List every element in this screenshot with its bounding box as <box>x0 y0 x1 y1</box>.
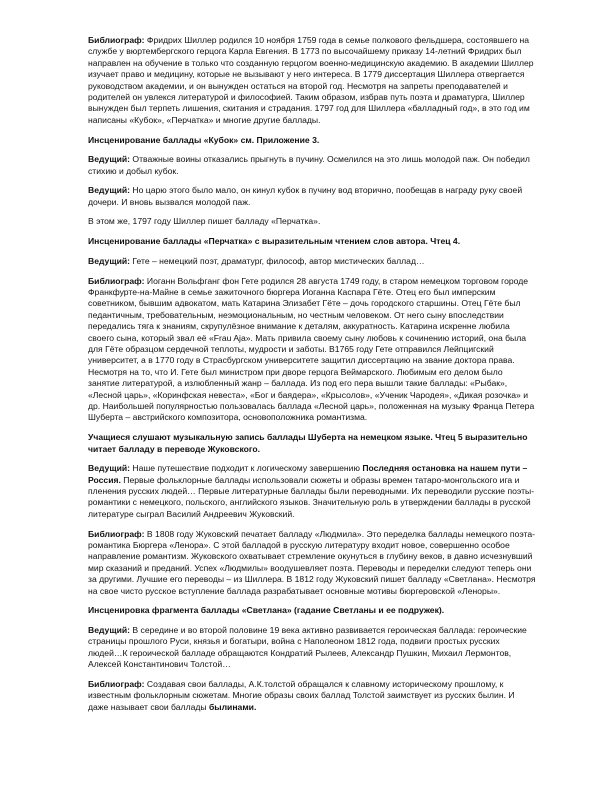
paragraph-text: Создавая свои баллады, А.К.толстой обращался к славному историческому прошлому, к известным фольклорным сюжетам. Многие образы своих баллад Толстой заимствует из русских былин. И даже называет свои баллады <box>88 678 515 712</box>
emphasis-text: Последняя остановка на нашем пути – Россия. <box>88 463 528 485</box>
paragraph-host-brave-warriors <box>88 154 536 177</box>
speaker-label: Библиограф: <box>88 275 145 286</box>
stage-direction-heading <box>88 135 536 146</box>
speaker-label: Ведущий: <box>88 185 131 196</box>
paragraph-text: В 1808 году Жуковский печатает балладу «Людмила». Это переделка баллады немецкого поэта-романтика Бюргера «Ленора». С этой балладой в русскую литературу входит новое, совершенно особое направление романтизм. Жуковского охватывает стремление окунуться в глубину веков, в давно исчезнувший мир сказаний и преданий. Успех «Людмилы» воодушевляет поэта. Переводы и переделки следуют теперь они за другими. Лучшие его переводы – из Шиллера. В 1812 году Жуковский пишет балладу «Светлана». Несмотря на свое чисто русское вступление баллада разрабатывает основные мотивы бюргеровской «Леноры». <box>88 528 536 596</box>
emphasis-text: былинами. <box>208 701 257 712</box>
paragraph-text: Иоганн Вольфганг фон Гете родился 28 августа 1749 году, в старом немецком торговом городе Франкфурте-на-Майне в семье зажиточного бюргера Иоганна Каспара Гёте. Отец его был имперским советником, бывшим адвокатом, мать Катарина Элизабет Гёте – дочь городского старшины. Отец Гёте был педантичным, требовательным, неэмоциональным, но честным человеком. От него сыну впоследствии передались тяга к знаниям, скрупулёзное внимание к деталям, аккуратность. Катарина искренне любила своего сына, который звал её «Frau Aja». Мать привила своему сыну любовь к сочинению историй, она была для Гёте образцом сердечной теплоты, мудрости и заботы. В1765 году Гете отправился Лейпцигский университет, а в 1770 году в Страсбургском университете защитил диссертацию на звание доктора права. Несмотря на то, что И. Гете был министром при дворе герцога Веймарского. Любимым его делом было занятие литературой, а излюбленный жанр – баллада. Из под его пера вышли такие баллады: «Рыбак», «Лесной царь», «Коринфская невеста», «Бог и баядера», «Крысолов», «Ученик Чародея», «Дикая розочка» и др. Наибольшей популярностью пользовалась баллада «Лесной царь», положенная на музыку Франца Петера Шуберта – австрийского композитора, основоположника романтизма. <box>88 275 535 423</box>
heading-text: Инсценирование баллады «Кубок» см. Приложение 3. <box>88 134 320 145</box>
heading-text: Инсценировка фрагмента баллады «Светлана» (гадание Светланы и ее подружек). <box>88 605 445 616</box>
paragraph-bibliographer-tolstoy <box>88 679 536 713</box>
paragraph-host-king <box>88 185 536 208</box>
paragraph-text: Фридрих Шиллер родился 10 ноября 1759 года в семье полкового фельдшера, состоявшего на службе у вюртембергского герцога Карла Евгения. В 1773 по высочайшему приказу 14-летний Фридрих был направлен на обучение в только что созданную герцогом военно-медицинскую академию. В академии Шиллер изучает право и медицину, которые не вызывают у него интереса. В 1779 диссертация Шиллера отвергается руководством академии, и он вынужден остаться на второй год. Несмотря на запреты преподавателей и родителей он увлекся литературой и философией. Таким образом, избрав путь поэта и драматурга, Шиллер вынужден был терпеть лишения, скитания и страдания. 1797 год для Шиллера «балладный год», в это год им написаны «Кубок», «Перчатка» и многие другие баллады. <box>88 35 534 125</box>
document-page <box>88 35 536 721</box>
stage-direction-heading <box>88 432 536 455</box>
heading-text: Инсценирование баллады «Перчатка» с выразительным чтением слов автора. Чтец 4. <box>88 236 461 247</box>
paragraph-text: В середине и во второй половине 19 века активно развивается героическая баллада: героические страницы прошлого Руси, князья и богатыри, война с Наполеоном 1812 года, подвиги простых русских людей…К героической балладе обращаются Кондратий Рылеев, Александр Пушкин, Михаил Лермонтов, Алексей Константинович Толстой… <box>88 625 527 670</box>
stage-direction-heading <box>88 605 536 616</box>
heading-text: Учащиеся слушают музыкальную запись баллады Шуберта на немецком языке. Чтец 5 выразительно читает балладу в переводе Жуковского. <box>88 432 528 454</box>
speaker-label: Библиограф: <box>88 35 145 45</box>
speaker-label: Ведущий: <box>88 463 131 474</box>
paragraph-text: В этом же, 1797 году Шиллер пишет балладу «Перчатка». <box>88 216 321 227</box>
paragraph-host-goethe <box>88 256 536 267</box>
speaker-label: Библиограф: <box>88 528 145 539</box>
paragraph-host-russia <box>88 463 536 520</box>
speaker-label: Ведущий: <box>88 625 131 636</box>
paragraph-text-continued: Первые фольклорные баллады использовали сюжеты и образы времен татаро-монгольского ига и пленения русских людей… Первые литературные баллады были переводными. Их переводили русские поэты-романтики с немецкого, польского, английского языков. Значительную роль в утверждении баллады в русской литературе сыграл Василий Андреевич Жуковский. <box>88 474 535 519</box>
paragraph-host-heroic-ballad <box>88 625 536 671</box>
paragraph-bibliographer-zhukovsky <box>88 529 536 597</box>
paragraph-text: Наше путешествие подходит к логическому завершению <box>130 463 363 474</box>
paragraph-text: Гете – немецкий поэт, драматург, философ, автор мистических баллад… <box>130 255 425 266</box>
speaker-label: Ведущий: <box>88 154 131 165</box>
speaker-label: Ведущий: <box>88 255 131 266</box>
paragraph-text: Но царю этого было мало, он кинул кубок в пучину вод вторично, пообещав в награду руку своей дочери. И вновь вызвался молодой паж. <box>88 185 523 207</box>
paragraph-plain <box>88 216 536 227</box>
paragraph-text: Отважные воины отказались прыгнуть в пучину. Осмелился на это лишь молодой паж. Он победил стихию и добыл кубок. <box>88 154 530 176</box>
paragraph-bibliographer-goethe <box>88 276 536 424</box>
stage-direction-heading <box>88 236 536 247</box>
paragraph-bibliographer-schiller <box>88 35 536 126</box>
speaker-label: Библиограф: <box>88 678 145 689</box>
